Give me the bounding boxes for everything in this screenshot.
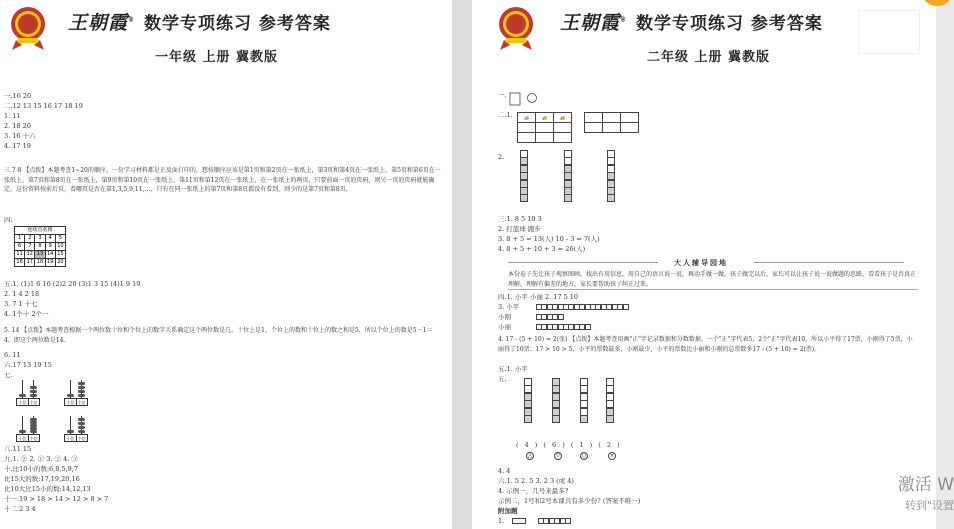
- number-grid: [14, 226, 66, 267]
- answer-line: 示例二，1号和2号本课共有多少份? (答案不唯一): [498, 497, 641, 505]
- picture-table: 🚚 🚚 🚚: [517, 112, 572, 143]
- right-page: [472, 0, 936, 529]
- grid-cell: 10: [57, 243, 64, 249]
- answer-line: 1.: [498, 517, 505, 525]
- shape-mark: ▽: [554, 452, 562, 460]
- page-subtitle: 一年级 上册 冀教版: [155, 50, 279, 65]
- choice-marks: [516, 440, 620, 450]
- section-paragraph: 本份卷子先让孩子观察图画，找出有用信息，用自己的语言说一说，再动手做一做。孩子做完以后，家长可以让孩子说一说做题的思路，看看孩子是否真正理解，理解有偏差的地方，家长要帮助孩子纠正过来。: [508, 271, 917, 288]
- grid-cell: 4: [45, 235, 55, 243]
- grid-cell: 20: [57, 259, 64, 265]
- answer-paragraph-4: 4. 17 - (5 + 10) = 2(张) 【点拨】本题考查用画"正"字记录数据和分数数据。一个"正"字代表5，2个"正"字代表10，所以小平得了17票，小刚得了5票，小丽得了10票；17 > 10 > 5，小平的票数最多，小刚最少，小平的票数比小丽和小刚的总票数多17 - (5 + 10) = 2(票)。: [498, 336, 913, 353]
- page-gutter: [452, 0, 472, 529]
- answer-block-2: [4, 279, 140, 319]
- tens-label: 十位: [17, 399, 29, 405]
- activation-watermark-sub: 转到"设置: [904, 499, 954, 512]
- grid-cell: 3: [35, 235, 45, 243]
- answer-line: 4. 1个十 2个一: [4, 310, 49, 318]
- grid-cell: 7: [25, 243, 35, 251]
- grid-cell: 14: [46, 251, 54, 257]
- section-divider: [508, 289, 918, 290]
- answer-block-6: [498, 466, 640, 526]
- answer-line: 比10大比15小的数:14,12,13: [4, 485, 91, 493]
- cube-column: [607, 150, 615, 202]
- section-rule: [508, 262, 658, 263]
- answer-line: 六.1. 5 2. 5 3. 2 3 (或 4): [498, 477, 574, 485]
- choice-mark: ( 6 ): [543, 441, 565, 449]
- shape-mark: △: [526, 452, 534, 460]
- ones-label: 个位: [77, 400, 86, 405]
- grid-cell: 15: [57, 251, 64, 257]
- shape-mark: ○: [581, 453, 587, 459]
- answer-line: 2. 打篮球 跑步: [498, 225, 541, 233]
- answer-line: 四.1. 小平 小丽 2. 17 5 10: [498, 293, 579, 301]
- answer-line: 七.: [4, 371, 13, 379]
- grid-cell: 11: [16, 251, 23, 257]
- answer-line: 六.17 13 19 15: [4, 361, 52, 369]
- cube-column: [564, 150, 572, 202]
- answer-line: 五.: [498, 375, 507, 383]
- grid-cell: 16: [16, 259, 23, 265]
- picture-table: [584, 112, 639, 133]
- brand-name: 王朝霞®: [68, 12, 136, 34]
- answer-line: 三.1. 8 5 10 3: [498, 215, 542, 223]
- answer-line: 小丽: [498, 323, 511, 331]
- answer-line: 4. 17 19: [4, 142, 31, 150]
- tens-label: 十位: [65, 435, 77, 441]
- answer-line: 一.16 20: [4, 92, 32, 100]
- answer-block-3: [498, 214, 600, 254]
- left-page: [0, 0, 452, 529]
- answer-line: 2. 1 4 2 18: [4, 290, 40, 298]
- answer-line: 五.1. 小平: [498, 365, 528, 373]
- grid-cell: 5: [55, 235, 65, 243]
- tens-label: 十位: [17, 435, 29, 441]
- page-title: 数学专项练习 参考答案: [144, 14, 331, 34]
- abacus-diagram: [16, 414, 40, 442]
- grid-cell: 17: [26, 259, 33, 265]
- choice-mark: ( 2 ): [598, 441, 620, 449]
- grid-cell: 9: [45, 243, 55, 251]
- answer-line: 二.1.: [498, 111, 513, 119]
- cup-icon: [508, 92, 538, 106]
- answer-line: 2.: [498, 153, 505, 161]
- answer-line: 3. 7 1 十七: [4, 300, 38, 308]
- grid-cell: 13: [36, 251, 44, 257]
- answer-line: 二.12 13 15 16 17 18 19: [4, 102, 83, 110]
- grid-cell: 1: [15, 235, 25, 243]
- cube-column: [520, 150, 528, 202]
- answer-block-3: [4, 350, 52, 380]
- choice-mark: ( 1 ): [570, 441, 593, 449]
- grid-caption: 连续首名剧: [15, 227, 66, 235]
- grid-cell: 19: [46, 259, 54, 265]
- answer-line: 1. 11: [4, 112, 21, 120]
- shape-mark: ×: [609, 453, 615, 459]
- answer-line: 十一.19 > 18 > 14 > 12 > 8 > 7: [4, 495, 109, 503]
- faint-frame: [858, 10, 920, 54]
- answer-line: 比15大的数:17,19,20,16: [4, 475, 80, 483]
- answer-line: 2. 18 20: [4, 122, 31, 130]
- answer-line: 十二.2 3 4: [4, 505, 36, 513]
- grid-cell: 2: [25, 235, 35, 243]
- answer-block-1: [4, 91, 83, 151]
- activation-watermark: 激活 W: [897, 475, 954, 495]
- page-subtitle: 二年级 上册 冀教版: [647, 50, 771, 65]
- answer-line: 一.: [498, 91, 507, 99]
- grid-cell: 6: [15, 243, 25, 251]
- answer-line: 4. 4: [498, 467, 511, 475]
- grid-label: 四.: [4, 216, 13, 224]
- brand-logo-icon: [494, 4, 538, 52]
- answer-line: 十.比10小的数:6,8,5,9,7: [4, 465, 78, 473]
- answer-line: 4. 示例一，几号来最多?: [498, 487, 569, 495]
- page-title: 数学专项练习 参考答案: [636, 14, 823, 34]
- ones-label: 个位: [77, 436, 86, 441]
- bar-column: [524, 378, 532, 422]
- answer-line: 3. 16 十六: [4, 132, 36, 140]
- bar-column: [552, 378, 560, 422]
- abacus-diagram: [64, 414, 88, 442]
- answer-paragraph-3: 三.7 8 【点拨】本题考查1~20的顺序。一份学习材料都是正反面打印的，想按顺序应该是第1页和第2页在一张纸上，第3页和第4页在一张纸上，第5页和第6页在一张纸上，第7页和第8页在一张纸上，第9页和第10页在一张纸上，第11页和第12页在一张纸上，在一张纸上的两页，只要前面一页的页码，则另一页的页码就能确定。这份资料按前后页，看哪页是否在第1,3,5,9,11,…，只有在同一张纸上的第7页和第8页都没有看到，则少的是第7页和第8页。: [4, 167, 441, 193]
- tens-label: 十位: [65, 399, 77, 405]
- right-edge: [936, 0, 954, 529]
- tally-bar-xiaoping: [536, 304, 628, 310]
- answer-paragraph-5: 5. 14 【点拨】本题考查根据一个两位数十位和个位上的数字关系确定这个两位数是几。十位上是1，个位上的数和十位上的数之和是5，所以个位上的数是5－1＝4，即这个两位数是14。: [4, 327, 433, 344]
- answer-line: 6. 11: [4, 351, 21, 359]
- answer-line: 3. 8 + 5 = 13(人) 10 - 3 = 7(人): [498, 235, 600, 243]
- answer-line: 五.1. (1)1 6 16 (2)2 20 (3)1 3 15 (4)1 9 19: [4, 280, 141, 288]
- answer-line: 附加题: [498, 507, 518, 515]
- answer-line: 3. 小平: [498, 303, 520, 311]
- grid-cell: 12: [26, 251, 33, 257]
- section-title: 大人辅导园地: [674, 259, 728, 267]
- abacus-diagram: [64, 378, 88, 406]
- section-rule: [754, 262, 904, 263]
- extra-bar-2: [538, 518, 570, 524]
- choice-mark: ( 4 ): [516, 441, 538, 449]
- extra-bar-1: [512, 518, 525, 524]
- grid-cell: 8: [35, 243, 45, 251]
- bar-column: [580, 378, 588, 422]
- grid-cell: 18: [36, 259, 44, 265]
- brand-logo-icon: [6, 4, 50, 52]
- abacus-diagram: [16, 378, 40, 406]
- bar-column: [606, 378, 614, 422]
- answer-line: 小刚: [498, 313, 511, 321]
- tally-bar-xiaogang: [536, 314, 563, 320]
- ones-label: 个位: [29, 400, 38, 405]
- answer-line: 九.1. ② 2. ① 3. ② 4. ③: [4, 455, 78, 463]
- ones-label: 个位: [29, 436, 38, 441]
- tally-bar-xiaoli: [536, 324, 590, 330]
- brand-name: 王朝霞®: [560, 12, 628, 34]
- answer-block-4: [4, 444, 108, 514]
- answer-line: 4. 8 + 5 + 10 + 3 = 26(人): [498, 245, 586, 253]
- answer-line: 八.11 15: [4, 445, 32, 453]
